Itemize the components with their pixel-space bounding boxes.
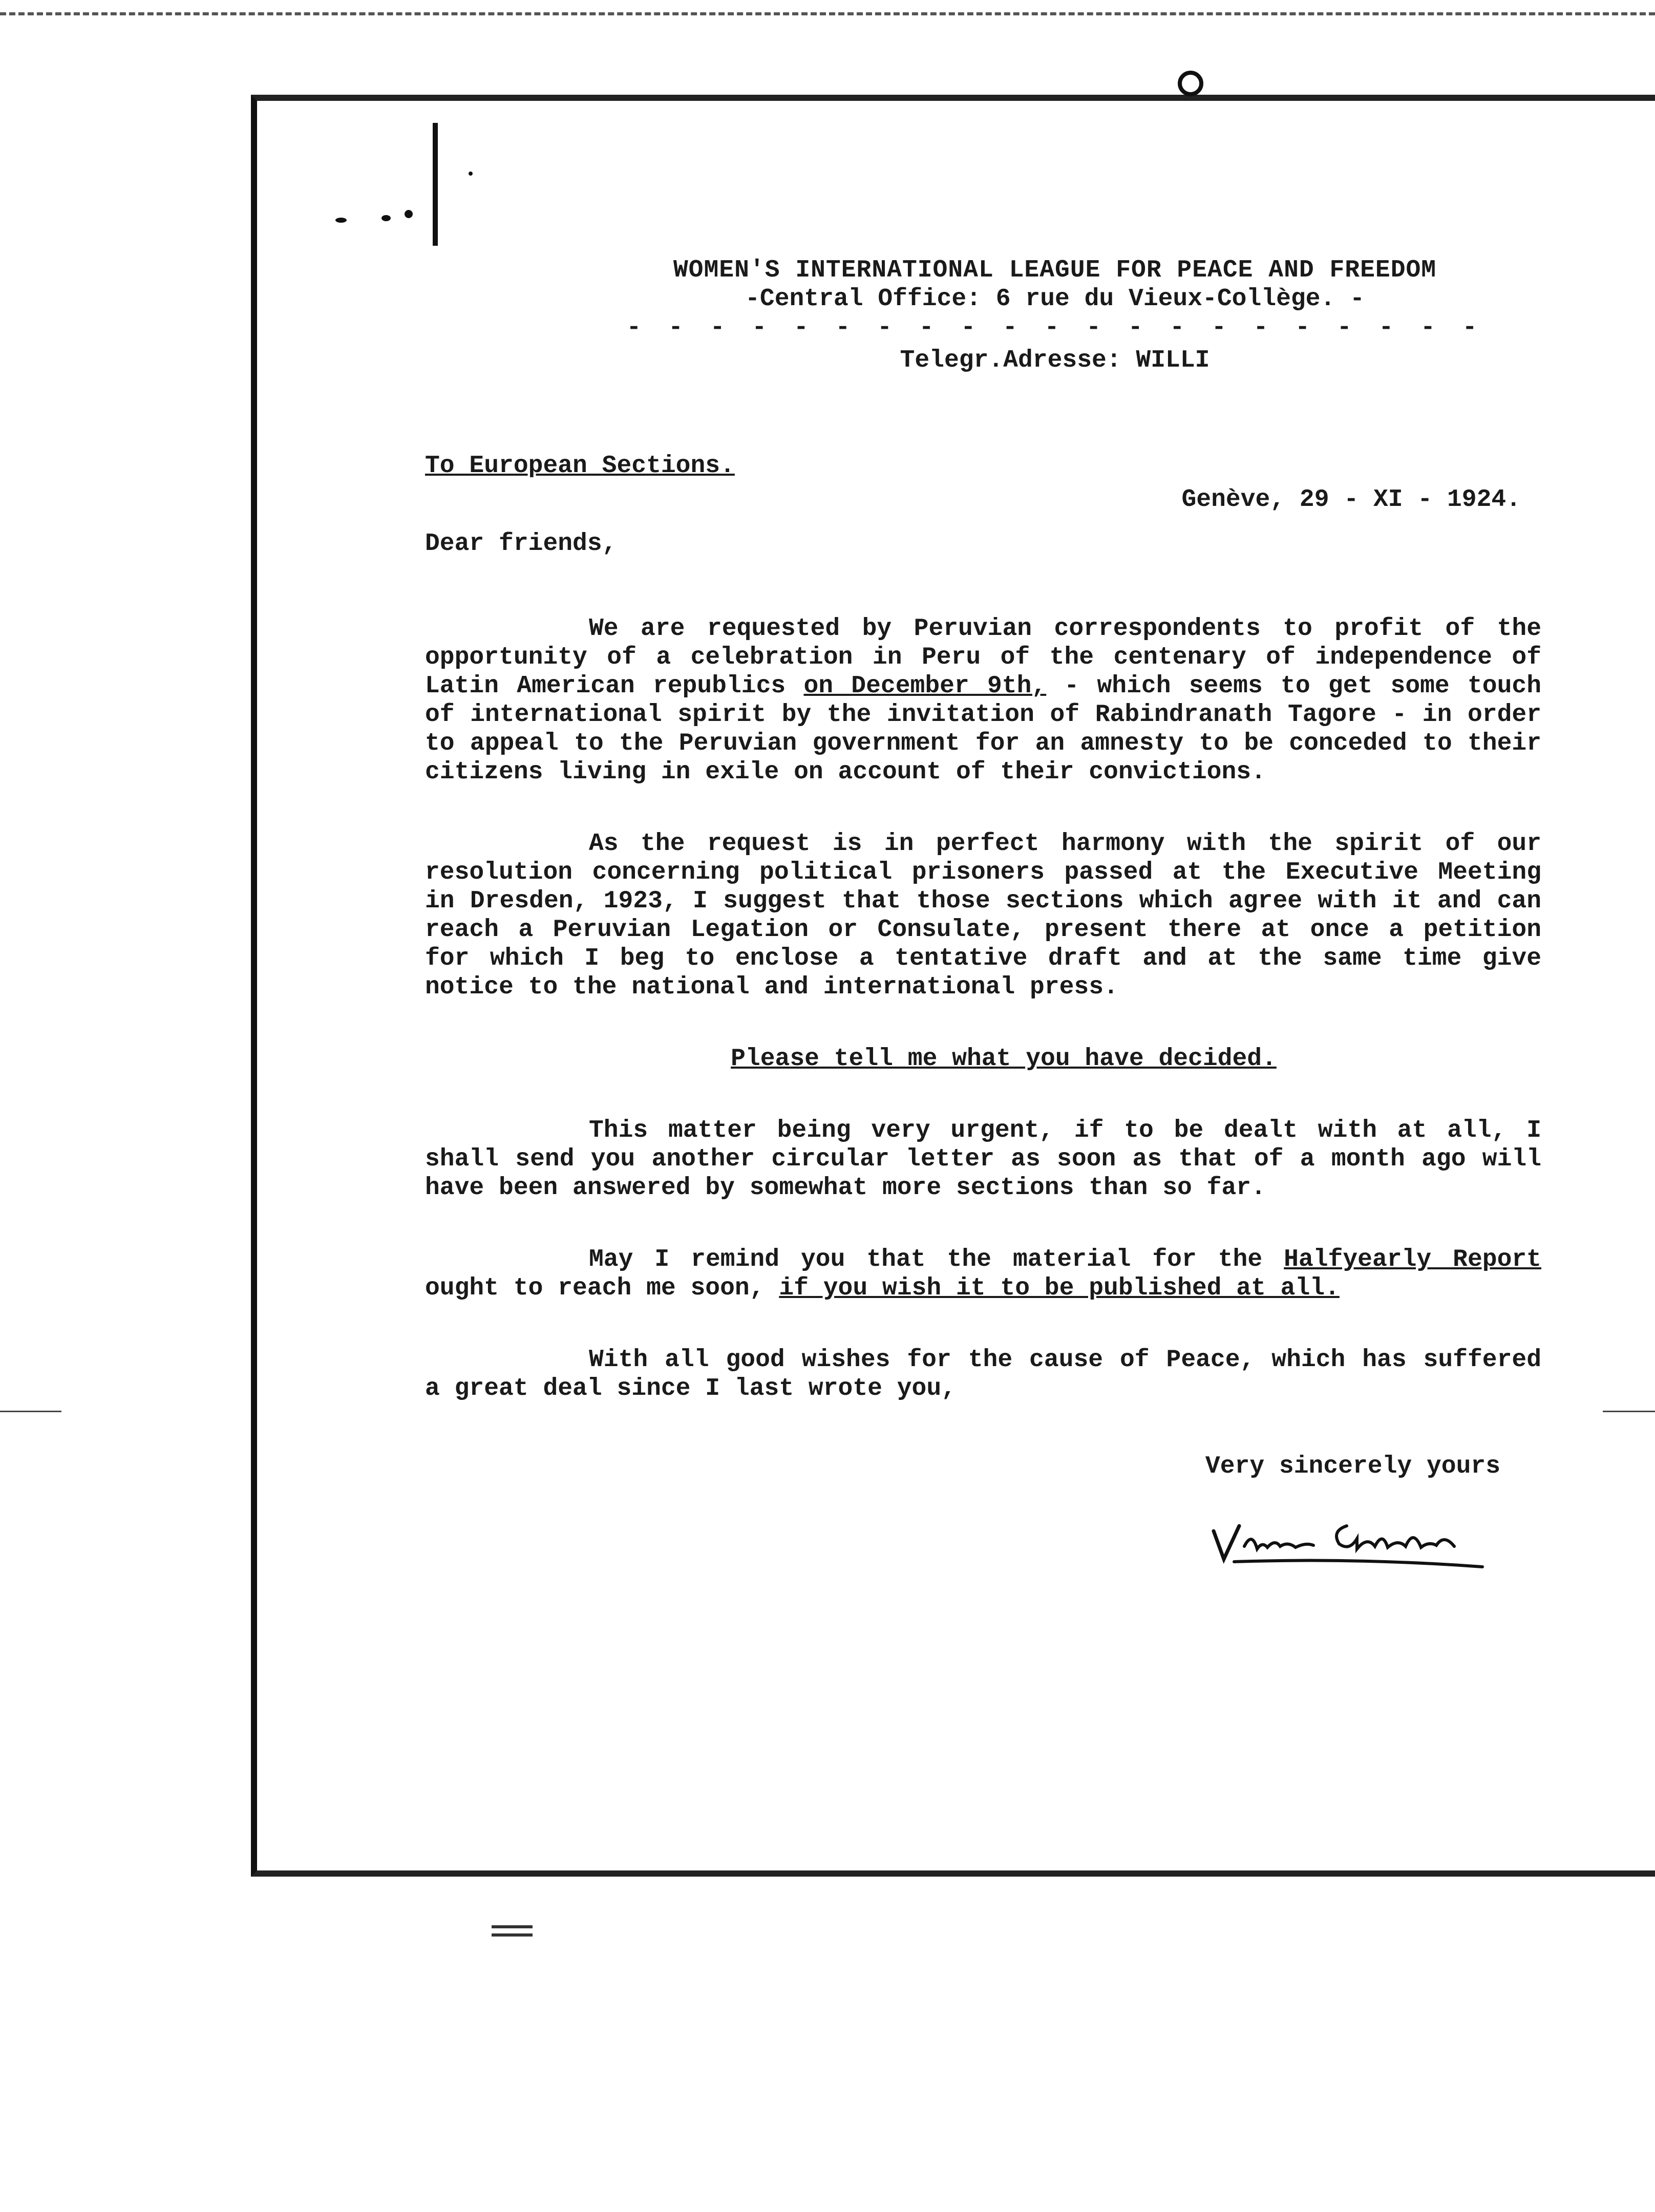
margin-mark: [335, 218, 347, 223]
recipient-line: To European Sections.: [425, 452, 735, 480]
signature-drawing: [1203, 1511, 1490, 1572]
closing-line: Very sincerely yours: [1205, 1453, 1500, 1480]
letterhead: [497, 256, 1613, 375]
paragraph-1: [425, 614, 1541, 786]
paragraph-5: With all good wishes for the cause of Peace, which has suffered a great deal since I last wrote you,: [425, 1346, 1541, 1402]
margin-mark: [381, 215, 391, 221]
paragraph-4: [425, 1245, 1541, 1303]
paragraph-3: This matter being very urgent, if to be dealt with at all, I shall send you another circular letter as soon as that of a month ago will have been answered by somewhat more sections than so far.: [425, 1117, 1541, 1202]
paragraph-4-underlined-condition: if you wish it to be published at all.: [779, 1274, 1340, 1302]
request-line: Please tell me what you have decided.: [731, 1045, 1277, 1073]
left-edge-mark: [0, 1411, 61, 1412]
organization-name: WOMEN'S INTERNATIONAL LEAGUE FOR PEACE AND FREEDOM: [673, 257, 1437, 284]
paragraph-4-text-b: ought to reach me soon,: [425, 1274, 779, 1302]
paragraph-1-text-a: We are requested by Peruvian correspondents to profit of the opportunity of a celebration in Peru of the centenary of independence of Latin American republics: [425, 615, 1541, 700]
scan-top-edge: [0, 0, 1655, 15]
salutation: Dear friends,: [425, 530, 617, 558]
margin-mark: [405, 210, 413, 218]
bottom-scan-mark: [492, 1925, 533, 1937]
paragraph-1-text-b: - which seems to get some touch of international spirit by the invitation of Rabindranath Tagore - in order to appeal to the Peruvian government for an amnesty to be conceded to their citizens living in exile on account of their convictions.: [425, 672, 1541, 786]
central-office-address: -Central Office: 6 rue du Vieux-Collège. -: [745, 285, 1365, 313]
right-edge-mark: [1603, 1411, 1655, 1412]
letter-body: [425, 256, 1541, 1481]
margin-mark: [469, 172, 473, 176]
telegraphic-address: Telegr.Adresse: WILLI: [900, 347, 1210, 374]
paragraph-2: As the request is in perfect harmony with the spirit of our resolution concerning political prisoners passed at the Executive Meeting in Dresden, 1923, I suggest that those sections which agree with it and can reach a Peruvian Legation or Consulate, present there at once a petition for which I beg to enclose a tentative draft and at the same time give notice to the national and international press.: [425, 830, 1541, 1001]
paragraph-4-underlined-report: Halfyearly Report: [1284, 1246, 1541, 1273]
punch-hole: [1178, 71, 1203, 96]
paragraph-1-underlined-date: on December 9th,: [803, 672, 1047, 700]
letterhead-divider: - - - - - - - - - - - - - - - - - - - - -: [626, 314, 1483, 342]
letter-date: Genève, 29 - XI - 1924.: [1181, 486, 1521, 514]
margin-pen-stroke: [433, 123, 438, 246]
paragraph-4-text-a: May I remind you that the material for the: [589, 1246, 1284, 1273]
handwritten-signature: [1203, 1511, 1490, 1572]
